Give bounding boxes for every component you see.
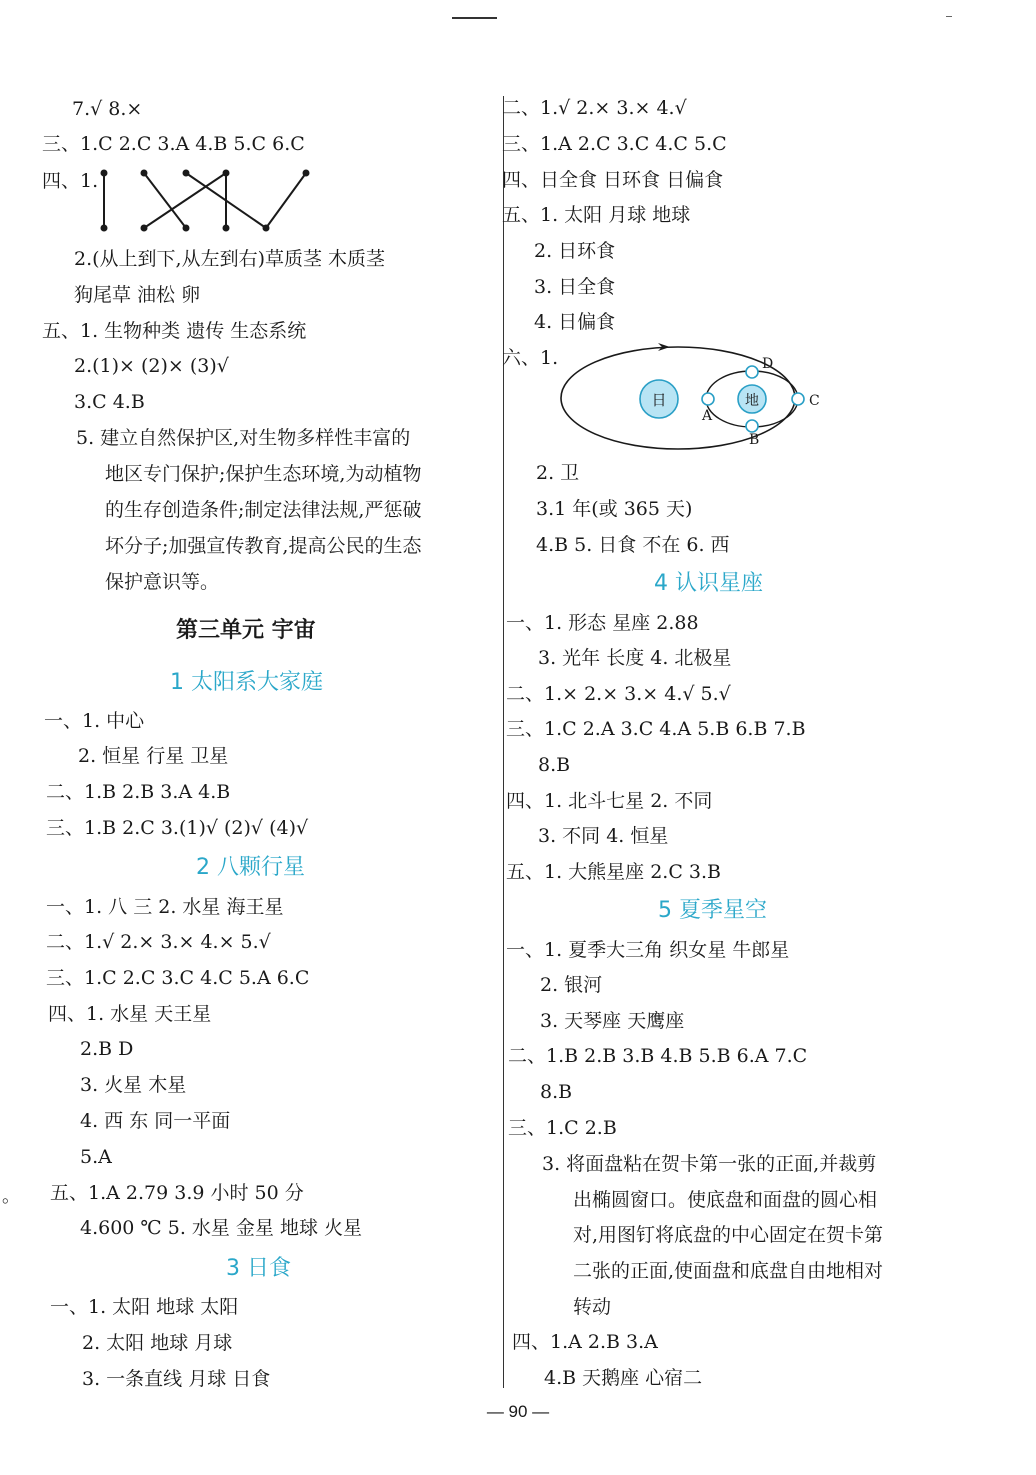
top-rule [452,17,497,19]
answer-line: 3. 火星 木星 [80,1074,187,1096]
section-heading: 3 日食 [226,1256,291,1281]
answer-line: 五、1. 生物种类 遗传 生态系统 [42,320,307,342]
matching-diagram [96,166,316,236]
answer-line: 的生存创造条件;制定法律法规,严惩破 [105,499,422,521]
section-heading: 4 认识星座 [654,571,763,596]
answer-line: 一、1. 夏季大三角 织女星 牛郎星 [506,939,790,961]
answer-line: 2. 日环食 [534,240,616,262]
answer-line: 2. 银河 [540,974,603,996]
answer-line: 2.B D [80,1038,134,1060]
answer-line: 五、1. 大熊星座 2.C 3.B [506,861,722,883]
answer-line: 一、1. 中心 [44,710,145,732]
answer-line: 3. 光年 长度 4. 北极星 [538,647,732,669]
section-heading: 1 太阳系大家庭 [170,670,323,695]
answer-line: 五、1. 太阳 月球 地球 [502,204,691,226]
answer-line: 三、1.B 2.C 3.(1)√ (2)√ (4)√ [46,817,309,839]
stray-mark: 。 [2,1186,20,1207]
answer-line: 3.C 4.B [74,391,145,413]
answer-line: 2. 卫 [536,462,580,484]
answer-line: 一、1. 太阳 地球 太阳 [50,1296,239,1318]
answer-line: 四、1. 水星 天王星 [48,1003,212,1025]
answer-line: 2.(1)× (2)× (3)√ [74,355,229,377]
answer-line: 4. 日偏食 [534,311,616,333]
answer-line: 3. 日全食 [534,276,616,298]
column-divider [503,96,504,1388]
answer-line: 7.√ 8.× [72,98,143,120]
earth-label: 地 [745,393,759,409]
answer-line: 3. 天琴座 天鹰座 [540,1010,685,1032]
answer-line: 三、1.C 2.A 3.C 4.A 5.B 6.B 7.B [506,718,806,740]
answer-line: 五、1.A 2.79 3.9 小时 50 分 [50,1182,304,1204]
answer-line: 2. 恒星 行星 卫星 [78,745,229,767]
answer-line: 六、1. [502,347,559,369]
answer-line: 地区专门保护;保护生态环境,为动植物 [105,463,422,485]
answer-line: 二、1.B 2.B 3.A 4.B [46,781,231,803]
answer-line: 4. 西 东 同一平面 [80,1110,231,1132]
answer-line: 5. 建立自然保护区,对生物多样性丰富的 [76,427,411,449]
answer-line: 2. 太阳 地球 月球 [82,1332,233,1354]
sun-label: 日 [651,391,667,409]
answer-line: 8.B [540,1081,573,1103]
answer-line: 二、1.√ 2.× 3.× 4.× 5.√ [46,931,271,953]
section-heading: 2 八颗行星 [196,855,305,880]
answer-line: 3. 将面盘粘在贺卡第一张的正面,并裁剪 [542,1153,877,1175]
answer-line: 四、1. 北斗七星 2. 不同 [506,790,713,812]
answer-line: 3. 一条直线 月球 日食 [82,1368,271,1390]
answer-line: 坏分子;加强宣传教育,提高公民的生态 [105,535,422,557]
answer-line: 三、1.C 2.C 3.C 4.C 5.A 6.C [46,967,310,989]
answer-line: 4.B 天鹅座 心宿二 [544,1367,703,1389]
answer-line: 8.B [538,754,571,776]
answer-line: 4.600 ℃ 5. 水星 金星 地球 火星 [80,1217,363,1239]
answer-line: 二、1.√ 2.× 3.× 4.√ [502,97,687,119]
answer-line: 二、1.× 2.× 3.× 4.√ 5.√ [506,683,731,705]
answer-line: 四、1. [42,170,99,192]
answer-line: 二、1.B 2.B 3.B 4.B 5.B 6.A 7.C [508,1045,808,1067]
answer-line: 3. 不同 4. 恒星 [538,825,669,847]
answer-line: 2.(从上到下,从左到右)草质茎 木质茎 [74,248,386,270]
answer-line: 对,用图钉将底盘的中心固定在贺卡第 [573,1224,884,1246]
answer-line: 4.B 5. 日食 不在 6. 西 [536,534,730,556]
unit-title: 第三单元 宇宙 [176,618,316,643]
point-label-b: B [749,432,760,448]
answer-line: 保护意识等。 [105,571,220,593]
answer-line: 出椭圆窗口。使底盘和面盘的圆心相 [573,1189,878,1211]
point-label-a: A [702,408,713,424]
answer-line: 5.A [80,1146,112,1168]
answer-line: 三、1.A 2.C 3.C 4.C 5.C [502,133,727,155]
answer-line: 三、1.C 2.C 3.A 4.B 5.C 6.C [42,133,305,155]
answer-line: 狗尾草 油松 卵 [74,284,201,306]
answer-line: 三、1.C 2.B [508,1117,617,1139]
orbit-diagram [558,340,828,452]
answer-line: 一、1. 八 三 2. 水星 海王星 [46,896,284,918]
answer-line: 转动 [573,1296,612,1318]
point-label-d: D [762,356,774,372]
point-label-c: C [809,393,820,409]
section-heading: 5 夏季星空 [658,898,767,923]
answer-line: 四、日全食 日环食 日偏食 [502,169,724,191]
page-number: — 90 — [486,1402,550,1421]
answer-line: 一、1. 形态 星座 2.88 [506,612,699,634]
corner-mark [946,16,952,17]
answer-line: 二张的正面,使面盘和底盘自由地相对 [573,1260,884,1282]
answer-line: 四、1.A 2.B 3.A [512,1331,658,1353]
answer-line: 3.1 年(或 365 天) [536,498,693,520]
